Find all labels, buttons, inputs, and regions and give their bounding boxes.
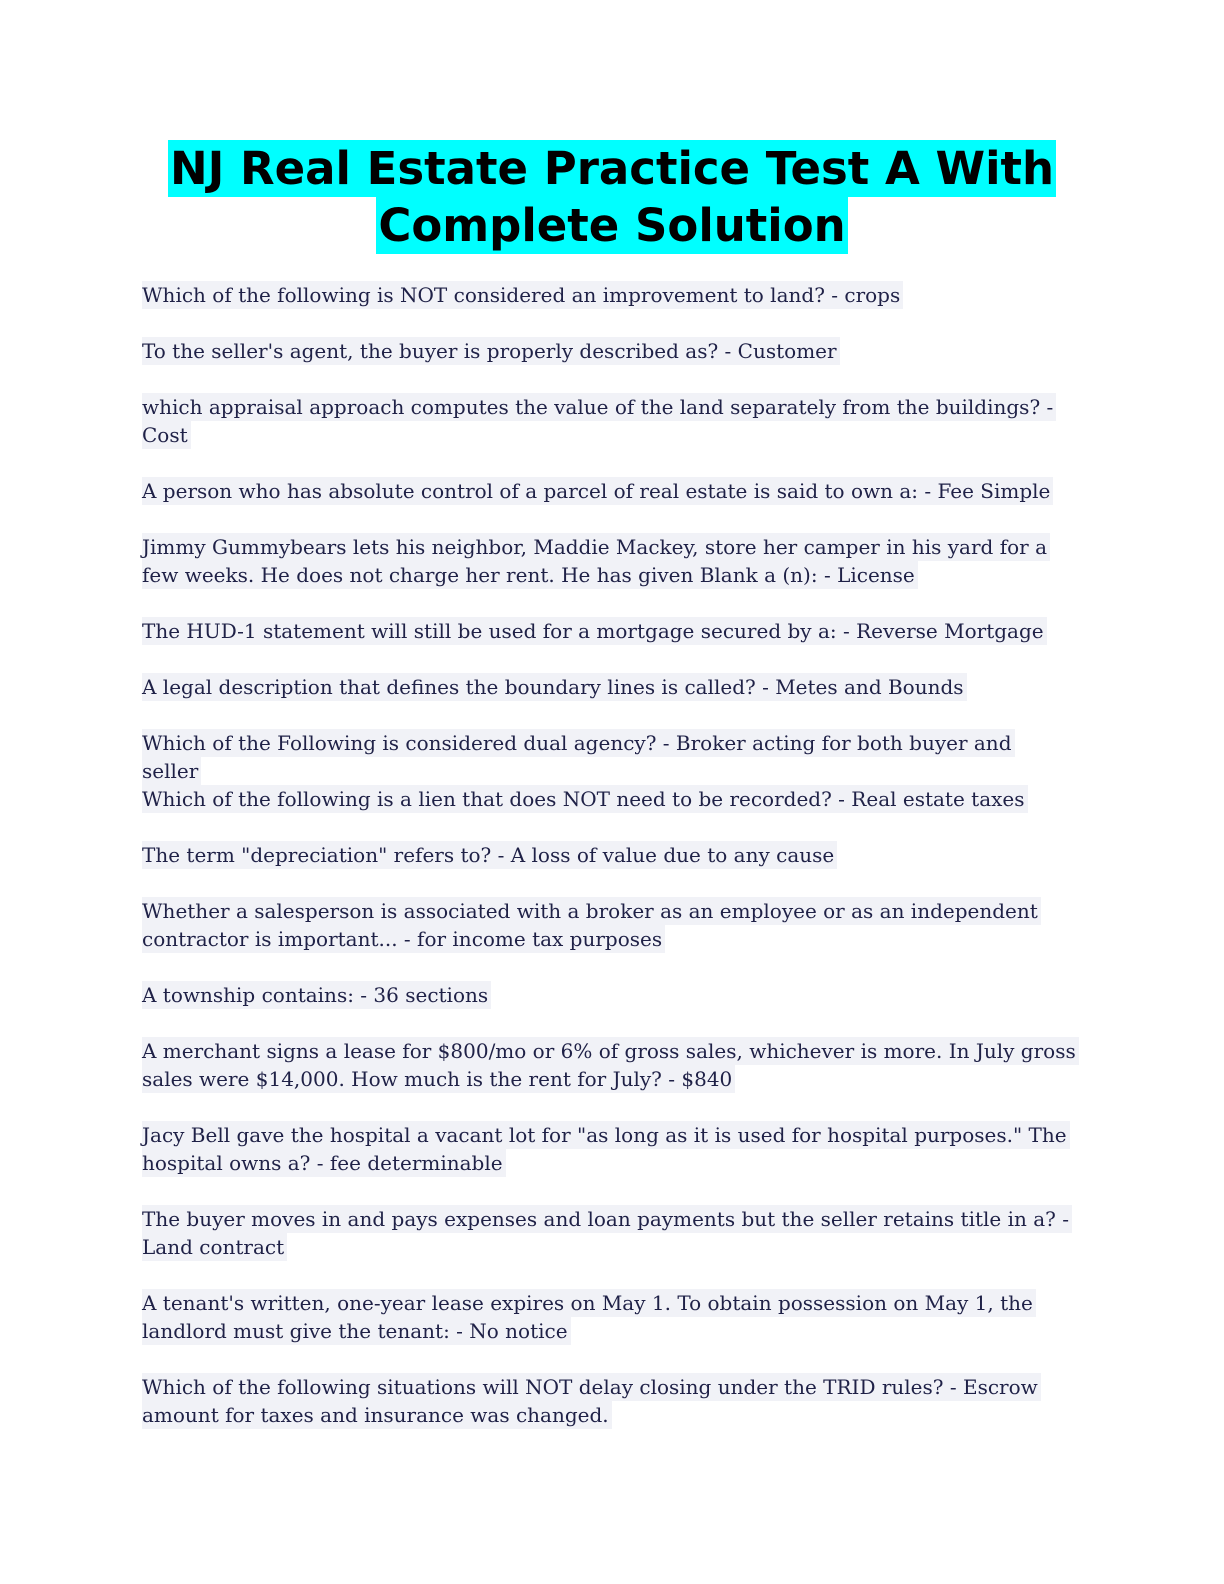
qa-item — [142, 981, 1077, 1037]
qa-item — [142, 897, 1077, 981]
qa-item — [142, 729, 1077, 785]
qa-text: Which of the following is NOT considered an improvement to land? - crops — [142, 281, 903, 309]
qa-text: Jimmy Gummybears lets his neighbor, Maddie Mackey, store her camper in his yard for a few weeks. He does not charge her rent. He has given Blank a (n): - License — [142, 533, 1050, 589]
qa-item — [142, 841, 1077, 897]
qa-text: A person who has absolute control of a parcel of real estate is said to own a: - Fee Simple — [142, 477, 1053, 505]
qa-item — [142, 673, 1077, 729]
qa-text: A legal description that defines the boundary lines is called? - Metes and Bounds — [142, 673, 967, 701]
qa-text: The term "depreciation" refers to? - A loss of value due to any cause — [142, 841, 837, 869]
qa-text: Which of the following is a lien that does NOT need to be recorded? - Real estate taxes — [142, 785, 1028, 813]
qa-item — [142, 1121, 1077, 1205]
qa-item — [142, 1289, 1077, 1373]
qa-text: The buyer moves in and pays expenses and loan payments but the seller retains title in a? - Land contract — [142, 1205, 1072, 1261]
qa-text: A tenant's written, one-year lease expires on May 1. To obtain possession on May 1, the landlord must give the tenant: - No notice — [142, 1289, 1036, 1345]
qa-text: A township contains: - 36 sections — [142, 981, 491, 1009]
question-answer-list — [142, 281, 1077, 1457]
qa-item — [142, 477, 1077, 533]
qa-item — [142, 1037, 1077, 1121]
qa-text: Which of the Following is considered dual agency? - Broker acting for both buyer and seller — [142, 729, 1015, 785]
title-line-1: NJ Real Estate Practice Test A With — [169, 142, 1055, 195]
qa-item — [142, 533, 1077, 617]
qa-item — [142, 337, 1077, 393]
qa-text: Whether a salesperson is associated with a broker as an employee or as an independent contractor is important... - for income tax purposes — [142, 897, 1041, 953]
qa-text: which appraisal approach computes the value of the land separately from the buildings? - Cost — [142, 393, 1056, 449]
qa-text: Which of the following situations will NOT delay closing under the TRID rules? - Escrow amount for taxes and insurance was changed. — [142, 1373, 1041, 1429]
qa-item — [142, 281, 1077, 337]
qa-item — [142, 617, 1077, 673]
qa-item — [142, 1373, 1077, 1457]
qa-item — [142, 393, 1077, 477]
qa-text: A merchant signs a lease for $800/mo or 6% of gross sales, whichever is more. In July gross sales were $14,000. How much is the rent for July? - $840 — [142, 1037, 1079, 1093]
qa-text: To the seller's agent, the buyer is properly described as? - Customer — [142, 337, 840, 365]
qa-item — [142, 1205, 1077, 1289]
qa-text: Jacy Bell gave the hospital a vacant lot for "as long as it is used for hospital purposes." The hospital owns a? - fee determinable — [142, 1121, 1070, 1177]
document-title — [0, 140, 1224, 254]
title-line-2: Complete Solution — [378, 199, 846, 252]
qa-item — [142, 785, 1077, 841]
qa-text: The HUD-1 statement will still be used for a mortgage secured by a: - Reverse Mortgage — [142, 617, 1047, 645]
